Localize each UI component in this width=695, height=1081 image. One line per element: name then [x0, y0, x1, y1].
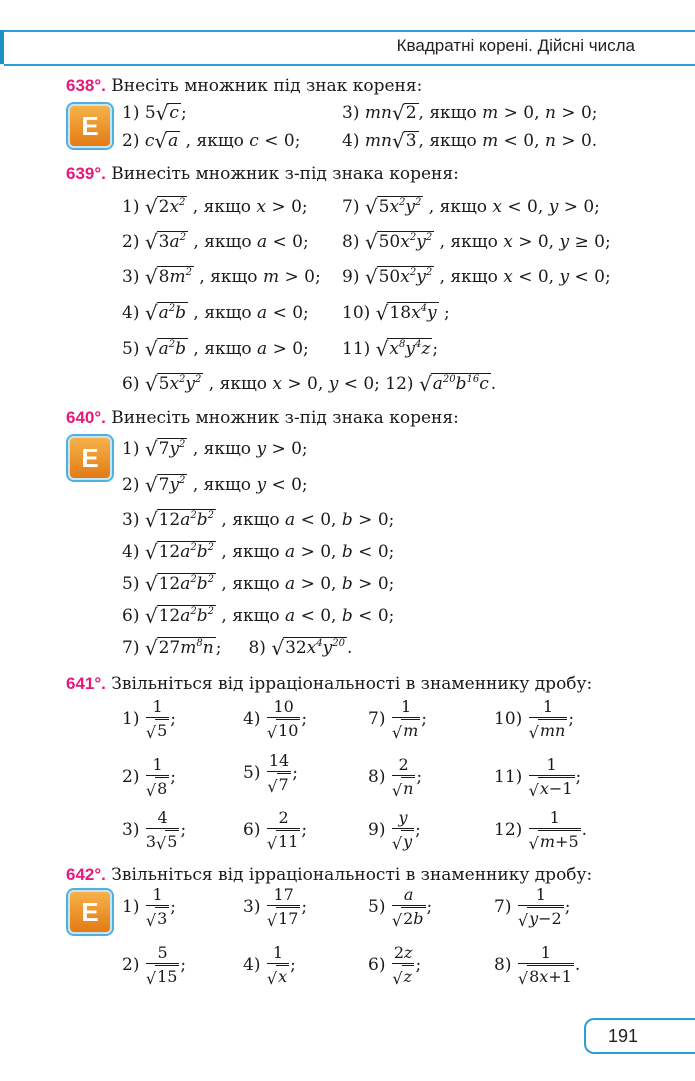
- problem-641-item: 11) $\frac{1}{√x-1}$ ;: [494, 755, 582, 800]
- problem-642-item: 7) $\frac{1}{√y-2}$ ;: [494, 885, 571, 930]
- problem-640-heading: [66, 409, 459, 427]
- problem-639-item: 7) $√5x^2y^2$ , якщо x < 0, y > 0;: [342, 195, 600, 219]
- problem-640-item: 4) $√12a^2b^2$ , якщо a > 0, b < 0;: [122, 540, 395, 564]
- problem-number: 640°.: [66, 408, 106, 427]
- problem-639-item: 3) $√8m^2$ , якщо m > 0;: [122, 265, 321, 289]
- problem-640-item: 6) $√12a^2b^2$ , якщо a < 0, b < 0;: [122, 604, 395, 628]
- badge-letter: E: [81, 442, 99, 473]
- problem-641-item: 7) $\frac{1}{√m}$ ;: [368, 697, 427, 742]
- header-rule-top: [4, 30, 695, 32]
- problem-639-item: 9) $√50x^2y^2$ , якщо x < 0, y < 0;: [342, 265, 611, 289]
- problem-641-item: 2) $\frac{1}{√8}$ ;: [122, 755, 176, 800]
- badge-letter: E: [81, 110, 99, 141]
- problem-642-item: 5) $\frac{a}{√2b}$ ;: [368, 885, 433, 930]
- problem-642-item: 6) $\frac{2z}{√z}$ ;: [368, 943, 422, 988]
- problem-642-item: 1) $\frac{1}{√3}$ ;: [122, 885, 176, 930]
- problem-641-item: 12) $\frac{1}{√m+5}$ .: [494, 808, 588, 853]
- header-title: Квадратні корені. Дійсні числа: [396, 36, 635, 55]
- problem-number: 638°.: [66, 76, 106, 95]
- problem-642-item: 8) $\frac{1}{√8x+1}$ .: [494, 943, 581, 988]
- problem-638-item: 4) mn√3 , якщо m < 0, n > 0.: [342, 129, 598, 153]
- problem-639-item: 8) $√50x^2y^2$ , якщо x > 0, y ≥ 0;: [342, 230, 611, 254]
- problem-638-item: 1) 5√c ;: [122, 101, 187, 125]
- problem-641-item: 8) $\frac{2}{√n}$ ;: [368, 755, 423, 800]
- problem-641-item: 5) $\frac{14}{√7}$ ;: [243, 751, 298, 796]
- problem-642-item: 3) $\frac{17}{√17}$ ;: [243, 885, 308, 930]
- problem-639-item: 1) $√2x^2$ , якщо x > 0;: [122, 195, 308, 219]
- page-header: [0, 30, 695, 64]
- problem-639-item: 5) $√a^2b$ , якщо a > 0;: [122, 337, 309, 361]
- problem-639-heading: [66, 165, 459, 183]
- e-badge-icon: [68, 890, 112, 934]
- header-accent-bar: [0, 30, 4, 64]
- problem-640-item: 1) $√7y^2$ , якщо y > 0;: [122, 437, 308, 461]
- problem-641-heading: [66, 675, 592, 693]
- problem-641-item: 4) $\frac{10}{√10}$ ;: [243, 697, 308, 742]
- problem-641-item: 10) $\frac{1}{√mn}$ ;: [494, 697, 575, 742]
- problem-638-item: 2) c√a , якщо c < 0;: [122, 129, 301, 153]
- e-badge-icon: [68, 104, 112, 148]
- problem-title: Звільніться від ірраціональності в знаменнику дробу:: [111, 674, 593, 694]
- e-badge-icon: [68, 436, 112, 480]
- problem-title: Звільніться від ірраціональності в знаменнику дробу:: [111, 865, 593, 885]
- problem-title: Внесіть множник під знак кореня:: [111, 76, 423, 96]
- page-number: 191: [608, 1026, 639, 1046]
- problem-number: 642°.: [66, 865, 106, 884]
- problem-640-item: 2) $√7y^2$ , якщо y < 0;: [122, 473, 308, 497]
- problem-639-item: 10) $√18x^4y$ ;: [342, 301, 450, 325]
- problem-641-item: 3) $\frac{4}{3√5}$ ;: [122, 808, 187, 853]
- problem-number: 641°.: [66, 674, 106, 693]
- problem-title: Винесіть множник з-під знака кореня:: [111, 164, 459, 184]
- problem-639-item: 11) $√x^8y^4z$ ;: [342, 337, 439, 361]
- problem-639-item: 2) $√3a^2$ , якщо a < 0;: [122, 230, 309, 254]
- problem-638-item: 3) mn√2 , якщо m > 0, n > 0;: [342, 101, 598, 125]
- header-rule-bottom: [4, 64, 695, 66]
- problem-642-item: 4) $\frac{1}{√x}$ ;: [243, 943, 296, 988]
- problem-640-item: 7) $√27m^8n$ ; 8) $√32x^4y^{20}$ .: [122, 636, 353, 660]
- problem-639-item: 6) $√5x^2y^2$ , якщо x > 0, y < 0; 12) $√a^{20}b^{16}c$ .: [122, 372, 497, 396]
- problem-title: Винесіть множник з-під знака кореня:: [111, 408, 459, 428]
- page-number-tab: [584, 1018, 695, 1054]
- problem-638-heading: [66, 77, 422, 95]
- problem-639-item: 4) $√a^2b$ , якщо a < 0;: [122, 301, 309, 325]
- problem-642-item: 2) $\frac{5}{√15}$ ;: [122, 943, 187, 988]
- problem-642-heading: [66, 866, 592, 884]
- problem-641-item: 1) $\frac{1}{√5}$ ;: [122, 697, 176, 742]
- problem-number: 639°.: [66, 164, 106, 183]
- problem-641-item: 9) $\frac{y}{√y}$ ;: [368, 808, 421, 853]
- problem-641-item: 6) $\frac{2}{√11}$ ;: [243, 808, 308, 853]
- problem-640-item: 5) $√12a^2b^2$ , якщо a > 0, b > 0;: [122, 572, 395, 596]
- badge-letter: E: [81, 896, 99, 927]
- problem-640-item: 3) $√12a^2b^2$ , якщо a < 0, b > 0;: [122, 508, 395, 532]
